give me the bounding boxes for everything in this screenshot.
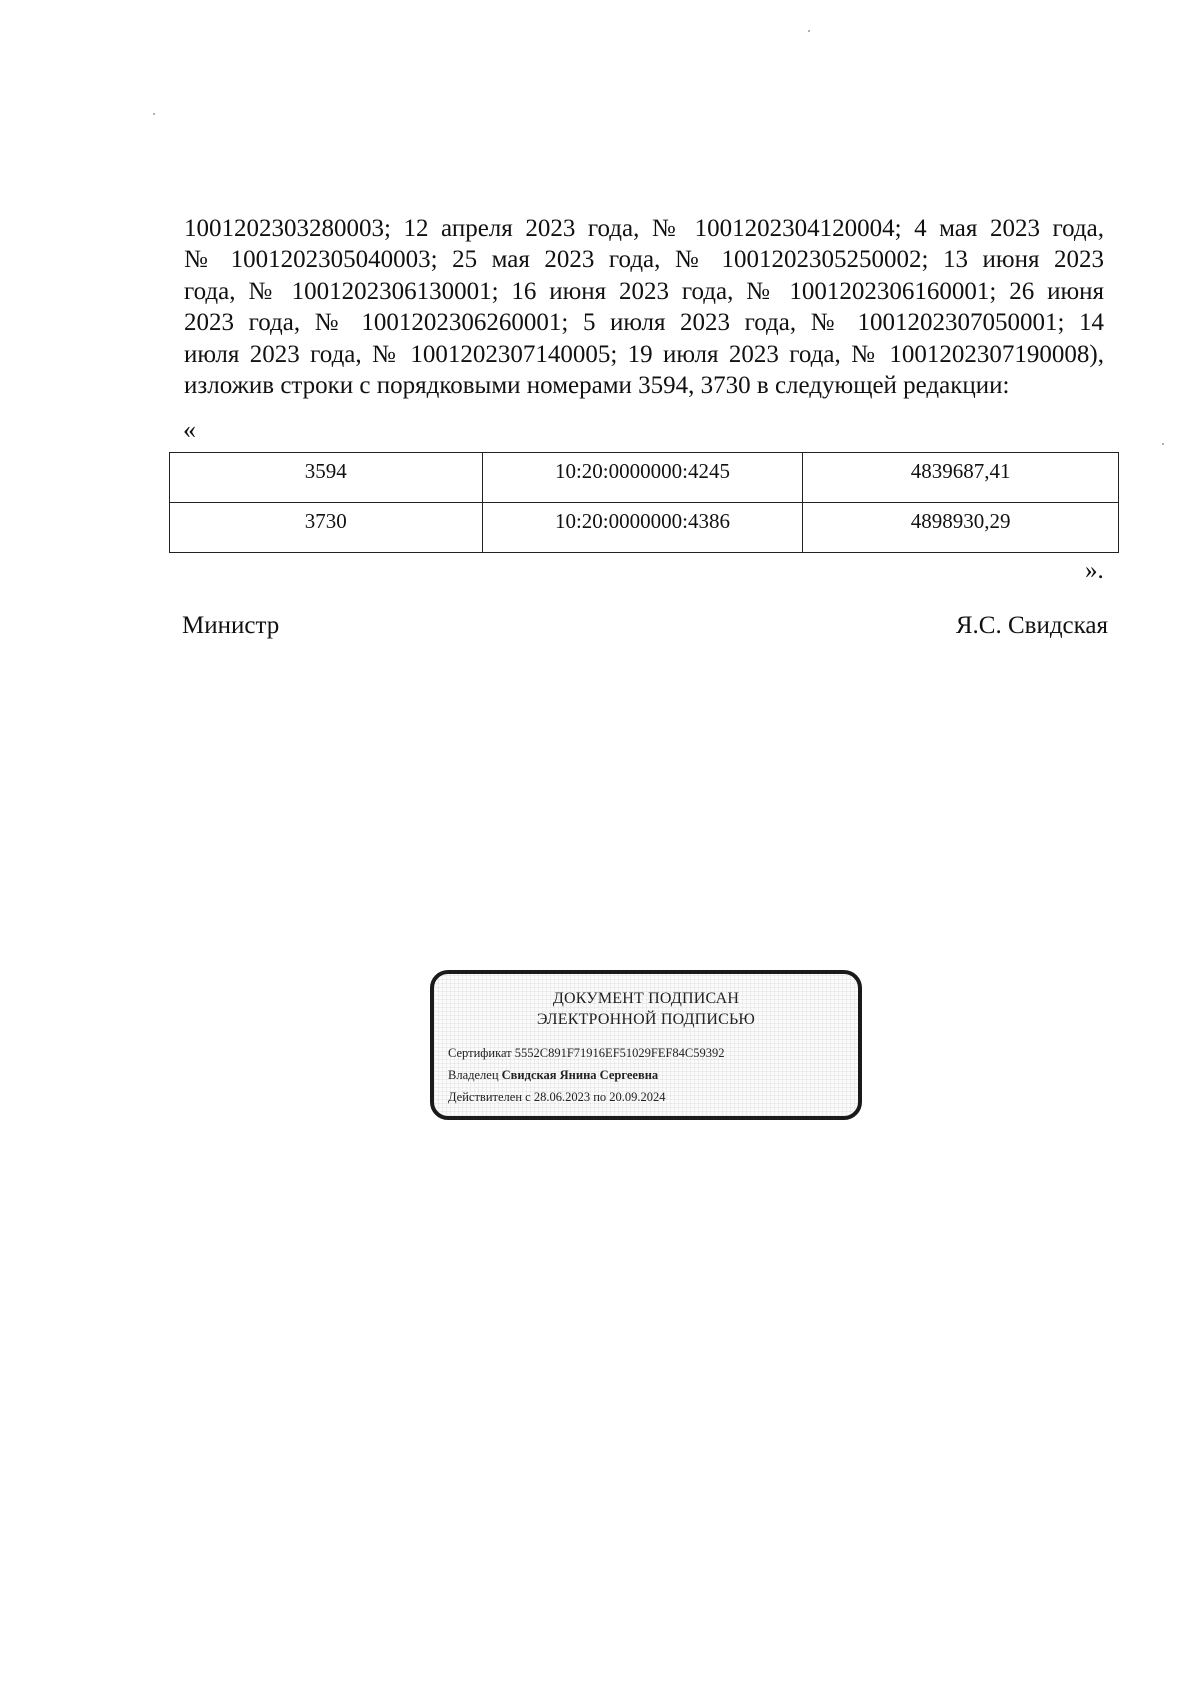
paragraph-line: № 1001202305040003; 25 мая 2023 года, № 1001202305250002; 13 июня 2023 [184, 246, 1104, 274]
validity-from: 28.06.2023 [533, 1090, 591, 1104]
cadastral-number-cell: 10:20:0000000:4386 [482, 503, 803, 553]
stamp-owner-row [448, 1068, 658, 1083]
signatory-title: Министр [182, 612, 280, 639]
stamp-certificate-row [448, 1046, 725, 1061]
register-excerpt-table [169, 452, 1119, 553]
validity-label: Действителен [448, 1090, 523, 1104]
value-cell: 4898930,29 [803, 503, 1119, 553]
paragraph-line: июля 2023 года, № 1001202307140005; 19 июля 2023 года, № 1001202307190008), [184, 340, 1104, 368]
scan-speck [153, 113, 155, 115]
stamp-validity-row [448, 1090, 666, 1105]
opening-quote: « [183, 415, 196, 444]
signatory-name: Я.С. Свидская [955, 612, 1108, 639]
certificate-value: 5552C891F71916EF51029FEF84C59392 [514, 1046, 725, 1060]
validity-from-label: с [525, 1090, 531, 1104]
row-number-cell: 3730 [170, 503, 483, 553]
body-paragraph [184, 213, 1104, 401]
stamp-heading: ДОКУМЕНТ ПОДПИСАН [552, 990, 740, 1007]
closing-quote: ». [1085, 557, 1104, 584]
scan-speck [808, 30, 810, 32]
scan-speck [1162, 443, 1164, 445]
table-row [170, 503, 1119, 553]
certificate-label: Сертификат [448, 1046, 512, 1060]
value-cell: 4839687,41 [803, 453, 1119, 503]
electronic-signature-stamp [430, 970, 862, 1120]
paragraph-line: изложив строки с порядковыми номерами 3594, 3730 в следующей редакции: [184, 372, 1010, 400]
paragraph-line: 2023 года, № 1001202306260001; 5 июля 2023 года, № 1001202307050001; 14 [184, 309, 1104, 337]
validity-to-label: по [593, 1090, 607, 1104]
row-number-cell: 3594 [170, 453, 483, 503]
owner-label: Владелец [448, 1068, 499, 1082]
stamp-heading: ЭЛЕКТРОННОЙ ПОДПИСЬЮ [536, 1011, 756, 1028]
owner-value: Свидская Янина Сергеевна [501, 1068, 659, 1082]
validity-to: 20.09.2024 [609, 1090, 666, 1104]
table-row [170, 453, 1119, 503]
paragraph-line: 1001202303280003; 12 апреля 2023 года, № 1001202304120004; 4 мая 2023 года, [184, 215, 1104, 242]
cadastral-number-cell: 10:20:0000000:4245 [482, 453, 803, 503]
paragraph-line: года, № 1001202306130001; 16 июня 2023 года, № 1001202306160001; 26 июня [184, 277, 1104, 305]
